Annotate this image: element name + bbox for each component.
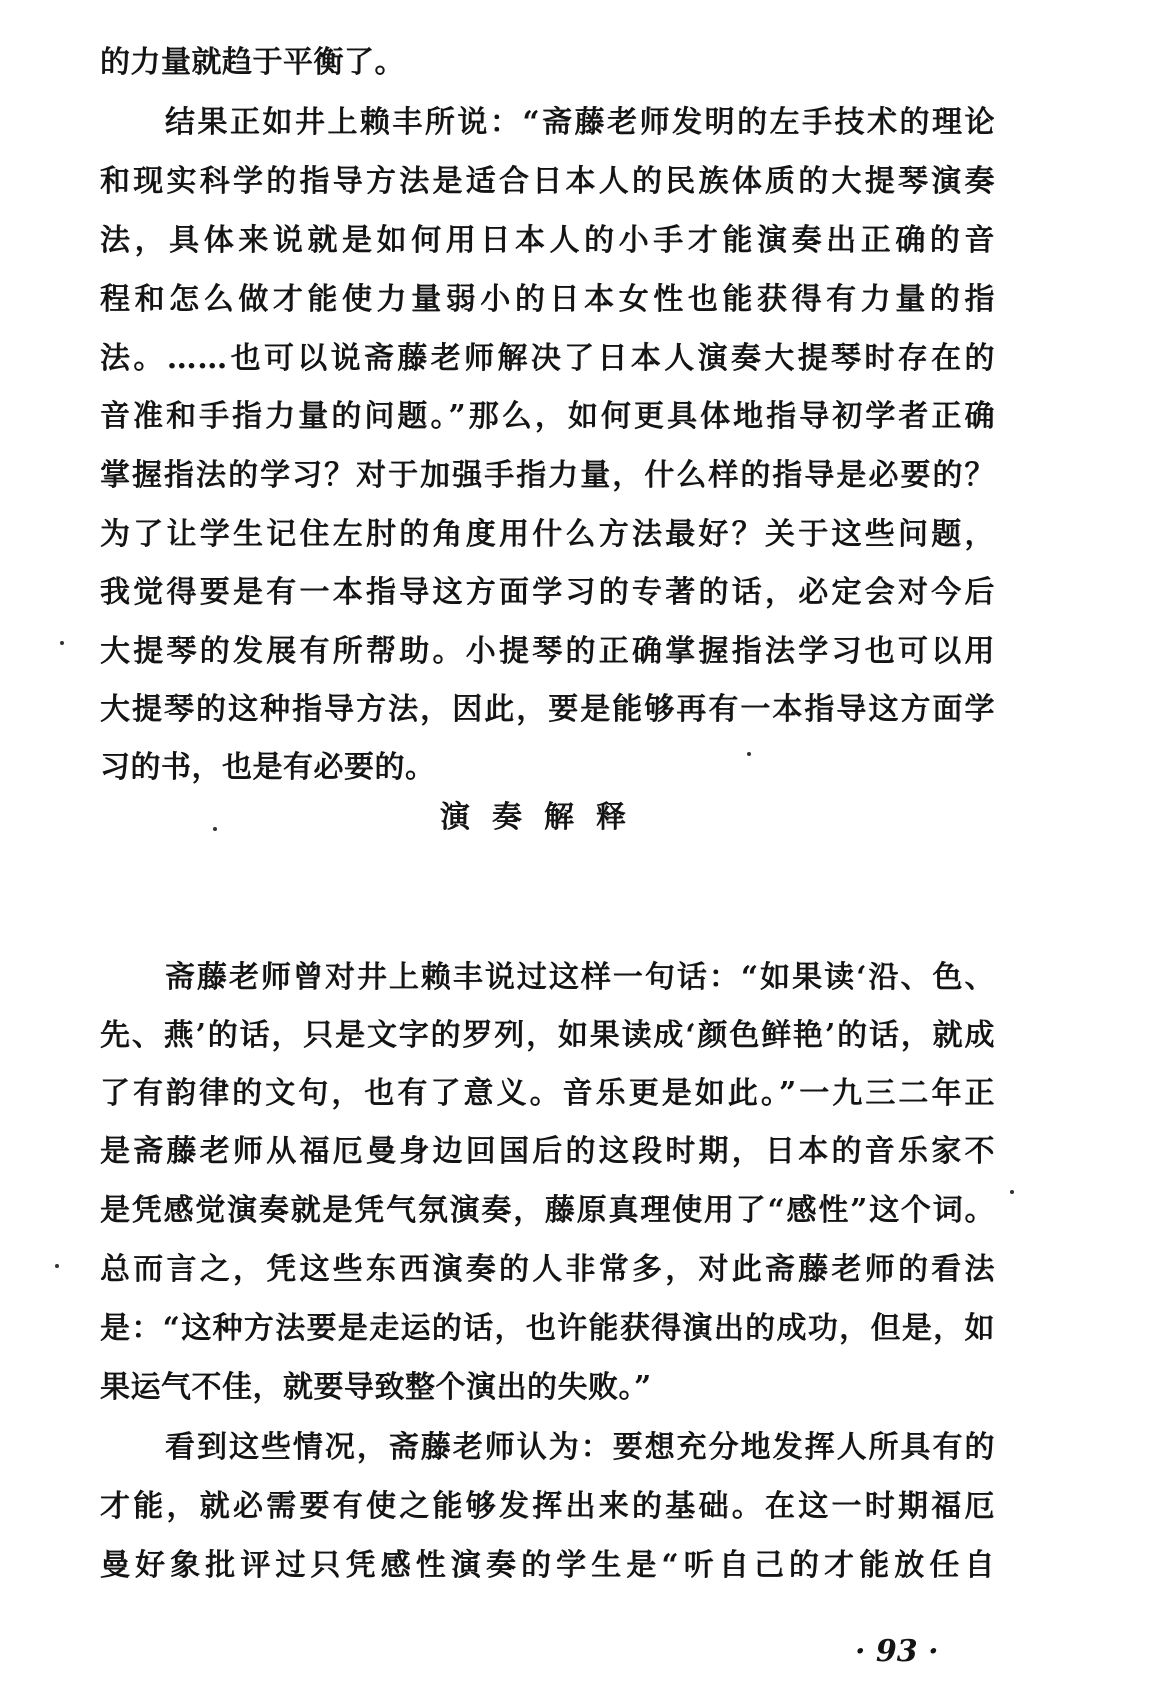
text-line: 掌握指法的学习？对于加强手指力量，什么样的指导是必要的？ [100, 458, 995, 493]
text-line: 先、燕’的话，只是文字的罗列，如果读成‘颜色鲜艳’的话，就成 [100, 1018, 995, 1053]
scan-speck [60, 641, 64, 645]
scan-speck [1010, 1190, 1014, 1194]
text-line: 总而言之，凭这些东西演奏的人非常多，对此斋藤老师的看法 [100, 1252, 995, 1287]
text-line: 我觉得要是有一本指导这方面学习的专著的话，必定会对今后 [100, 575, 995, 610]
text-line: 法。……也可以说斋藤老师解决了日本人演奏大提琴时存在的 [100, 341, 995, 376]
text-line: 斋藤老师曾对井上赖丰说过这样一句话：“如果读‘沿、色、 [165, 960, 995, 995]
text-line: 果运气不佳，就要导致整个演出的失败。” [100, 1370, 652, 1405]
text-line: 为了让学生记住左肘的角度用什么方法最好？关于这些问题， [100, 517, 995, 552]
text-line: 看到这些情况，斋藤老师认为：要想充分地发挥人所具有的 [165, 1430, 995, 1465]
text-line: 才能，就必需要有使之能够发挥出来的基础。在这一时期福厄 [100, 1489, 995, 1524]
text-line: 是：“这种方法要是走运的话，也许能获得演出的成功，但是，如 [100, 1311, 995, 1346]
text-line: 曼好象批评过只凭感性演奏的学生是“听自己的才能放任自 [100, 1548, 995, 1583]
text-line: 是凭感觉演奏就是凭气氛演奏，藤原真理使用了“感性”这个词。 [100, 1193, 995, 1228]
text-line: 大提琴的发展有所帮助。小提琴的正确掌握指法学习也可以用 [100, 634, 995, 669]
text-line: 音准和手指力量的问题。”那么，如何更具体地指导初学者正确 [100, 399, 995, 434]
section-heading: 演奏解释 [440, 800, 648, 835]
text-line: 大提琴的这种指导方法，因此，要是能够再有一本指导这方面学 [100, 692, 995, 727]
scan-speck [747, 752, 751, 756]
text-line: 结果正如井上赖丰所说：“斋藤老师发明的左手技术的理论 [165, 105, 995, 140]
page-number: · 93 · [855, 1634, 939, 1669]
text-line: 了有韵律的文句，也有了意义。音乐更是如此。”一九三二年正 [100, 1076, 995, 1111]
text-line: 和现实科学的指导方法是适合日本人的民族体质的大提琴演奏 [100, 164, 995, 199]
text-line: 法，具体来说就是如何用日本人的小手才能演奏出正确的音 [100, 223, 995, 258]
scan-speck [55, 1264, 59, 1268]
text-line: 的力量就趋于平衡了。 [100, 45, 405, 80]
text-line: 习的书，也是有必要的。 [100, 750, 436, 785]
text-line: 程和怎么做才能使力量弱小的日本女性也能获得有力量的指 [100, 282, 995, 317]
text-line: 是斋藤老师从福厄曼身边回国后的这段时期，日本的音乐家不 [100, 1134, 995, 1169]
scan-speck [213, 827, 217, 831]
